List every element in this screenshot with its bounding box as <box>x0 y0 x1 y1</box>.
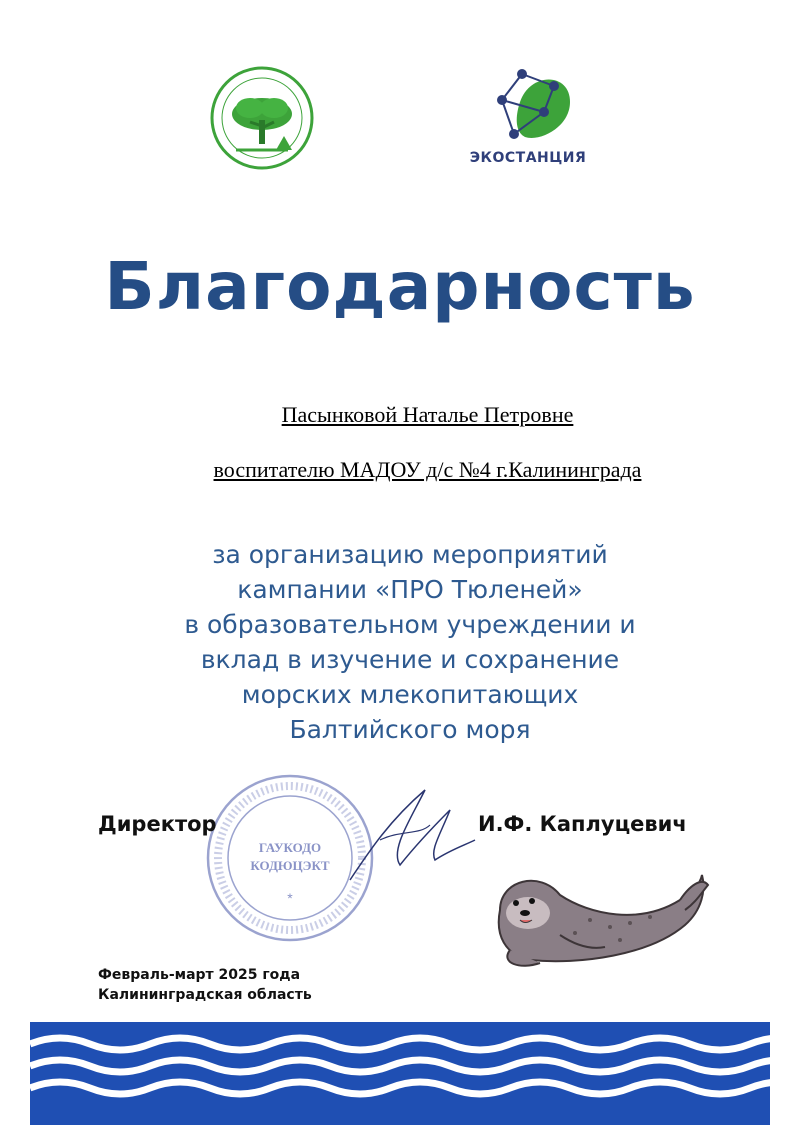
stamp-text-line: КОДЮЦЭКТ <box>250 858 330 873</box>
footer-region: Калининградская область <box>98 987 312 1003</box>
reason-block <box>90 537 730 747</box>
seal-illustration-icon <box>480 855 710 975</box>
director-role: Директор <box>98 812 217 836</box>
reason-line: Балтийского моря <box>289 715 531 744</box>
reason-line: за организацию мероприятий <box>212 540 608 569</box>
director-name: И.Ф. Каплуцевич <box>478 812 687 836</box>
recipient-name: Пасынковой Наталье Петровне <box>281 402 574 427</box>
svg-text:*: * <box>287 890 293 906</box>
position-line <box>0 457 800 483</box>
waves-decoration <box>30 1022 770 1125</box>
recipient-line <box>0 402 800 428</box>
tree-emblem-icon <box>206 62 318 174</box>
page-title: Благодарность <box>104 248 696 325</box>
stamp-text-line: ГАУКОДО <box>258 840 322 855</box>
footer-date: Февраль-март 2025 года <box>98 967 301 983</box>
reason-line: кампании «ПРО Тюленей» <box>237 575 583 604</box>
signature-icon <box>330 780 480 900</box>
footer-text <box>98 965 312 1005</box>
reason-line: морских млекопитающих <box>241 680 579 709</box>
eco-text: ЭКО <box>469 150 505 166</box>
recipient-position: воспитателю МАДОУ д/с №4 г.Калининграда <box>213 457 642 482</box>
reason-line: вклад в изучение и сохранение <box>200 645 620 674</box>
reason-line: в образовательном учреждении и <box>184 610 636 639</box>
ecostation-label <box>458 150 598 166</box>
station-text: СТАНЦИЯ <box>504 150 587 166</box>
